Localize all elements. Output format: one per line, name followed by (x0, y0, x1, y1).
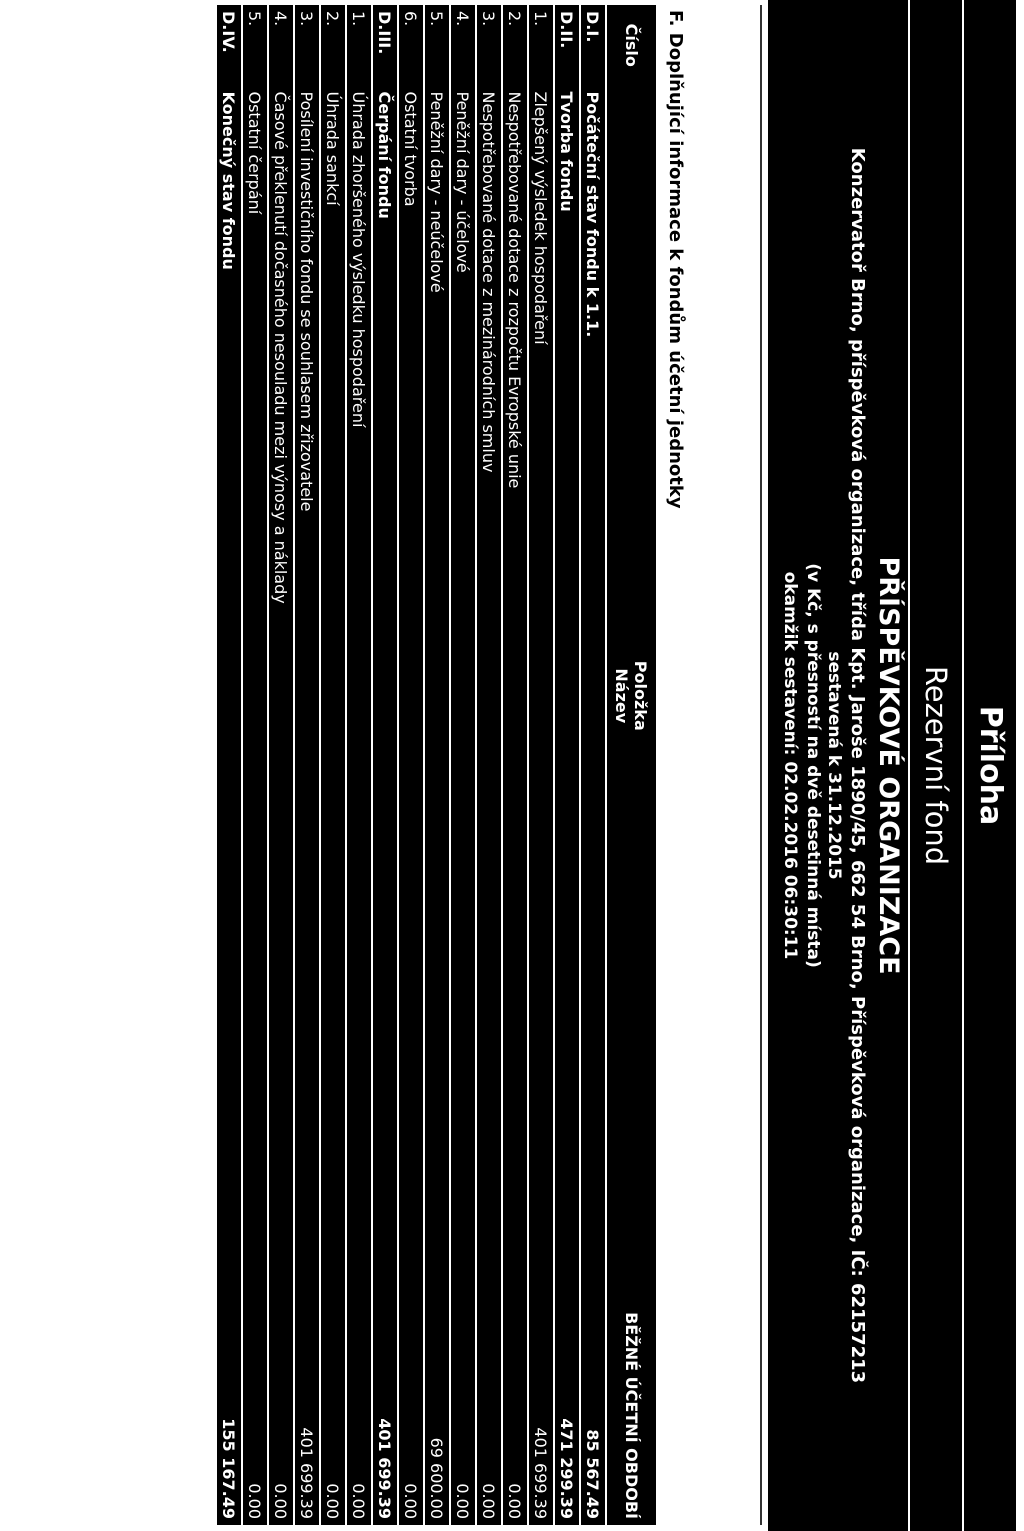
org-line: Konzervatoř Brno, příspěvková organizace, třída Kpt. Jaroše 1890/45, 662 54 Brno, Příspěvková organizace, IČ: 62157213 (847, 147, 868, 1384)
row-name: Časové překlenutí dočasného nesouladu mezi výnosy a náklady (268, 86, 294, 1307)
section-title: F. Doplňující informace k fondům účetní jednotky (665, 10, 686, 509)
row-name: Peněžní dary - neúčelové (424, 86, 450, 1307)
table-row (476, 5, 502, 1525)
table-row (346, 5, 372, 1525)
row-number: 5. (242, 5, 268, 86)
row-number: D.III. (372, 5, 398, 86)
table-row (554, 5, 580, 1525)
row-number: 3. (476, 5, 502, 86)
table-row (268, 5, 294, 1525)
row-value: 0.00 (320, 1306, 346, 1525)
row-number: 3. (294, 5, 320, 86)
table-row (242, 5, 268, 1525)
divider (760, 5, 762, 1525)
table-row (528, 5, 554, 1525)
row-value: 401 699.39 (294, 1306, 320, 1525)
table-row (372, 5, 398, 1525)
row-number: D.II. (554, 5, 580, 86)
row-value: 0.00 (242, 1306, 268, 1525)
row-value: 0.00 (476, 1306, 502, 1525)
units-line: (v Kč, s přesností na dvě desetinná místa) (803, 563, 823, 968)
row-name: Nespotřebované dotace z rozpočtu Evropské unie (502, 86, 528, 1307)
table-row (450, 5, 476, 1525)
page-title: Příloha (964, 0, 1016, 1531)
row-value: 0.00 (346, 1306, 372, 1525)
row-name: Posílení investičního fondu se souhlasem zřizovatele (294, 86, 320, 1307)
header-name-label: Název (612, 668, 632, 724)
table-row (216, 5, 242, 1525)
moment-line: okamžik sestavení: 02.02.2016 06:30:11 (780, 571, 800, 960)
row-value: 401 699.39 (528, 1306, 554, 1525)
row-name: Ostatní tvorba (398, 86, 424, 1307)
row-value: 155 167.49 (216, 1306, 242, 1525)
fund-title: Rezervní fond (910, 0, 962, 1531)
date-line: sestavená k 31.12.2015 (824, 651, 844, 880)
table-row (580, 5, 606, 1525)
header-name (606, 86, 656, 1307)
table-row (398, 5, 424, 1525)
row-number: 2. (320, 5, 346, 86)
table-row (424, 5, 450, 1525)
header-group: Položka (631, 660, 651, 731)
row-value: 69 600.00 (424, 1306, 450, 1525)
row-name: Tvorba fondu (554, 86, 580, 1307)
row-number: 5. (424, 5, 450, 86)
row-number: 1. (346, 5, 372, 86)
table-row (294, 5, 320, 1525)
row-name: Konečný stav fondu (216, 86, 242, 1307)
row-name: Zlepšený výsledek hospodaření (528, 86, 554, 1307)
row-number: D.IV. (216, 5, 242, 86)
org-type-title: PŘÍSPĚVKOVÉ ORGANIZACE (868, 0, 908, 1531)
table-header-row (606, 5, 656, 1525)
header-number: Číslo (606, 5, 656, 86)
row-number: 4. (450, 5, 476, 86)
header-value: BĚŽNÉ ÚČETNÍ OBDOBÍ (606, 1306, 656, 1525)
row-value: 401 699.39 (372, 1306, 398, 1525)
row-number: 1. (528, 5, 554, 86)
row-number: D.I. (580, 5, 606, 86)
row-number: 6. (398, 5, 424, 86)
row-value: 0.00 (502, 1306, 528, 1525)
table-row (502, 5, 528, 1525)
row-value: 471 299.39 (554, 1306, 580, 1525)
row-name: Úhrada zhoršeného výsledku hospodaření (346, 86, 372, 1307)
row-value: 0.00 (450, 1306, 476, 1525)
row-number: 4. (268, 5, 294, 86)
row-number: 2. (502, 5, 528, 86)
row-name: Nespotřebované dotace z mezinárodních smluv (476, 86, 502, 1307)
row-value: 85 567.49 (580, 1306, 606, 1525)
table-row (320, 5, 346, 1525)
row-name: Čerpání fondu (372, 86, 398, 1307)
row-value: 0.00 (268, 1306, 294, 1525)
row-name: Peněžní dary - účelové (450, 86, 476, 1307)
row-name: Počáteční stav fondu k 1.1. (580, 86, 606, 1307)
row-name: Úhrada sankcí (320, 86, 346, 1307)
fund-table (215, 5, 656, 1525)
row-value: 0.00 (398, 1306, 424, 1525)
row-name: Ostatní čerpání (242, 86, 268, 1307)
